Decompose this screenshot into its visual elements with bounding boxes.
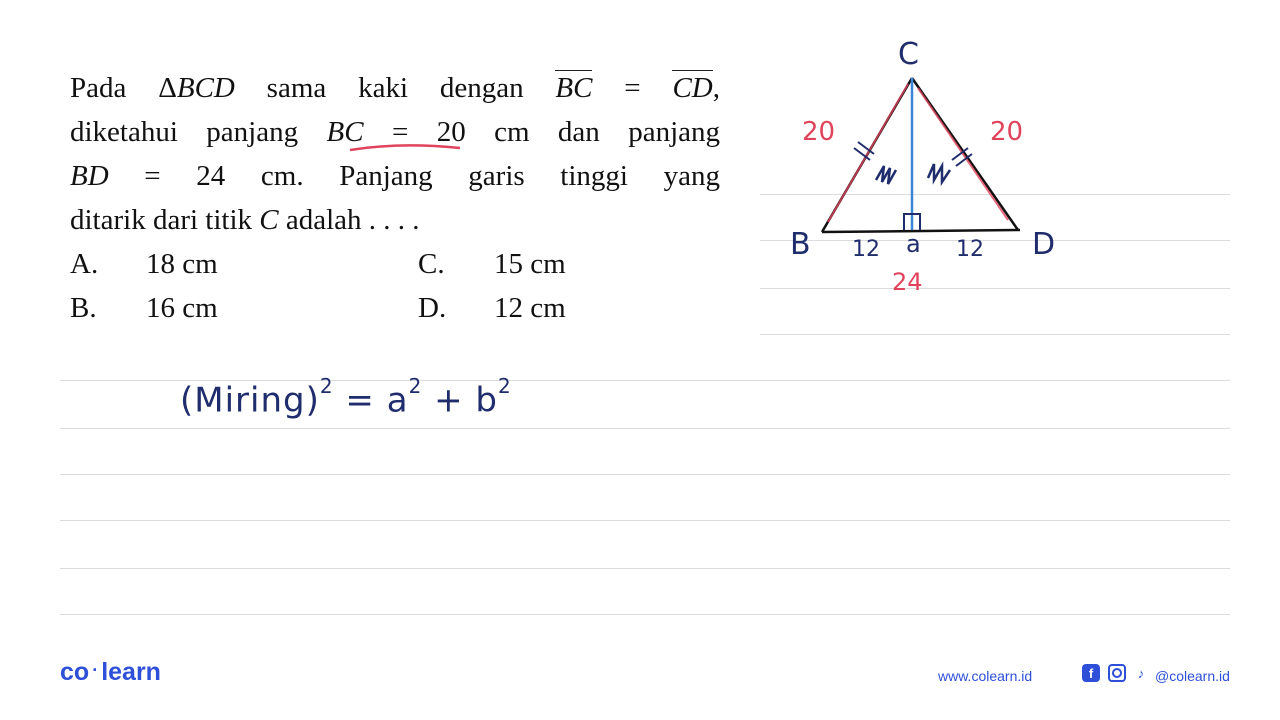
choice-c[interactable]: C. 15 cm xyxy=(418,248,566,280)
label-vertex-c: C xyxy=(898,37,919,72)
segment-bc: BC xyxy=(555,66,592,110)
label-side-left: 20 xyxy=(802,117,836,147)
website-link[interactable]: www.colearn.id xyxy=(938,668,1033,684)
label-half-right: 12 xyxy=(956,237,984,262)
choice-b[interactable]: B. 16 cm xyxy=(70,292,218,324)
side-bd xyxy=(822,230,1020,232)
label-half-left: 12 xyxy=(852,237,880,262)
tiktok-icon[interactable]: ♪ xyxy=(1137,665,1145,681)
social-handle[interactable]: @colearn.id xyxy=(1155,668,1230,684)
choice-d[interactable]: D. 12 cm xyxy=(418,292,566,324)
instagram-icon[interactable] xyxy=(1108,664,1126,682)
label-height-a: a xyxy=(906,230,921,258)
label-vertex-d: D xyxy=(1032,227,1056,262)
label-vertex-b: B xyxy=(790,227,811,262)
angle-shade-right xyxy=(928,164,950,182)
problem-line-4: ditarik dari titik C adalah . . . . xyxy=(70,204,420,236)
problem-line-1: Pada ΔBCD sama kaki dengan BC = CD, xyxy=(70,66,720,110)
facebook-icon[interactable]: f xyxy=(1082,664,1100,682)
problem-line-2: diketahui panjang BC = 20 cm dan panjang xyxy=(70,116,720,148)
tick-mark-left xyxy=(854,142,874,160)
social-icons xyxy=(1082,664,1150,682)
choice-a[interactable]: A. 18 cm xyxy=(70,248,218,280)
underline-mark xyxy=(350,145,460,150)
pythagoras-formula: (Miring)$^2$ = $a^2 + b^2$ xyxy=(180,374,512,421)
label-side-right: 20 xyxy=(990,117,1024,147)
problem-line-3: BD = 24 cm. Panjang garis tinggi yang xyxy=(70,160,720,192)
segment-cd: CD xyxy=(672,66,712,110)
colearn-logo[interactable]: co · learn xyxy=(60,658,161,686)
angle-shade-left xyxy=(876,166,896,184)
label-base: 24 xyxy=(892,268,923,296)
